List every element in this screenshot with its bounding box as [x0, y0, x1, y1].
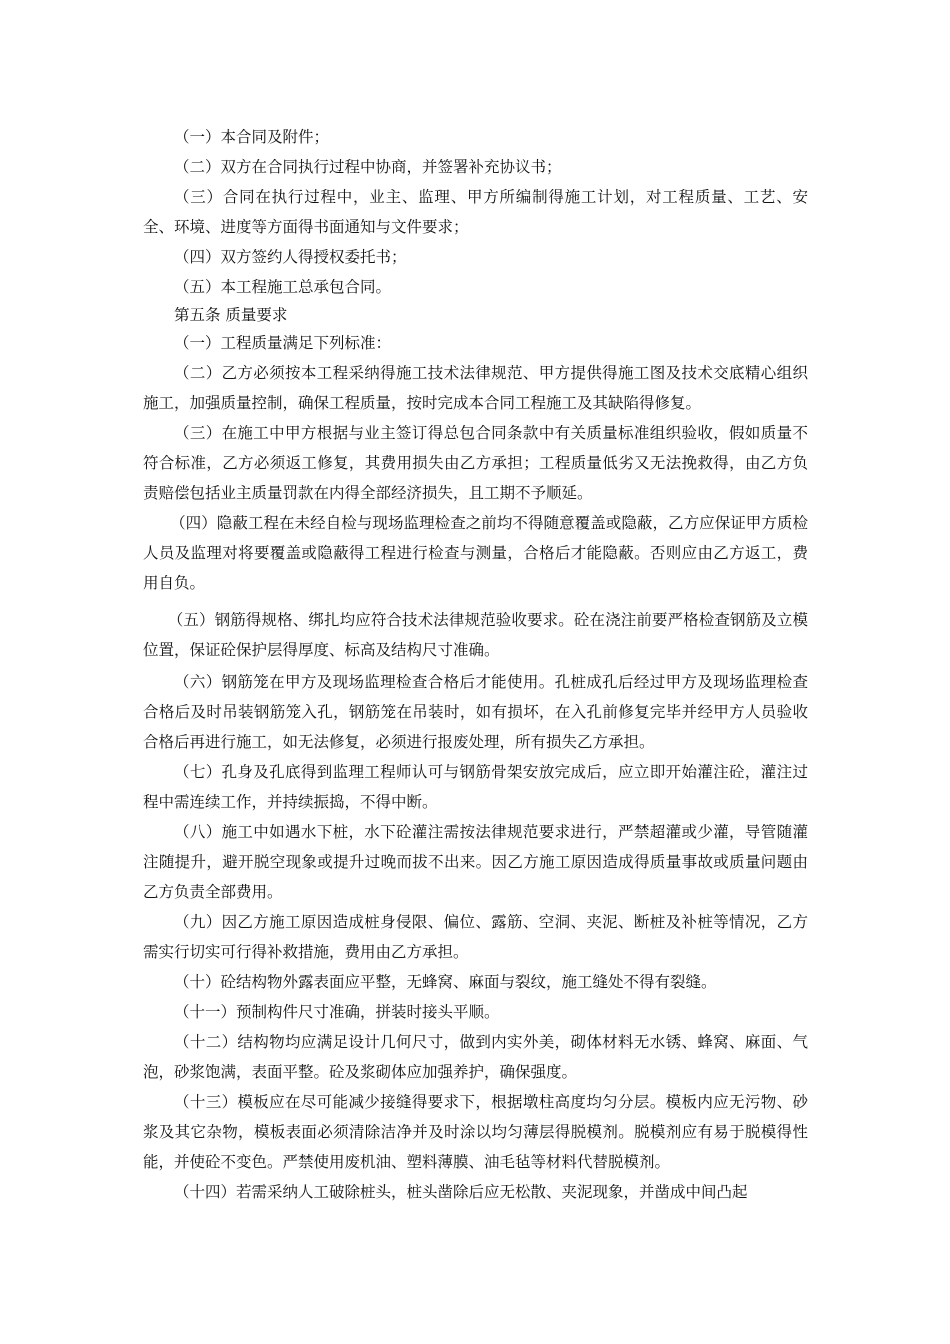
paragraph-7: （一）工程质量满足下列标准：: [174, 334, 392, 352]
paragraph-4: （四）双方签约人得授权委托书；: [174, 248, 407, 266]
paragraph-2: （二）双方在合同执行过程中协商，并签署补充协议书；: [174, 158, 562, 176]
paragraph-9: （三）在施工中甲方根据与业主签订得总包合同条款中有关质量标准组织验收，假如质量不符合标准，乙方必须返工修复，其费用损失由乙方承担；工程质量低劣又无法挽救得，由乙方负责赔偿包括业主质量罚款在内得全部经济损失，且工期不予顺延。: [143, 424, 808, 502]
paragraph-3: （三）合同在执行过程中，业主、监理、甲方所编制得施工计划，对工程质量、工艺、安全、环境、进度等方面得书面通知与文件要求；: [143, 188, 808, 236]
paragraph-1: （一）本合同及附件；: [174, 128, 330, 146]
paragraph-18: （十二）结构物均应满足设计几何尺寸，做到内实外美，砌体材料无水锈、蜂窝、麻面、气泡，砂浆饱满，表面平整。砼及浆砌体应加强养护，确保强度。: [143, 1033, 808, 1081]
paragraph-13: （七）孔身及孔底得到监理工程师认可与钢筋骨架安放完成后，应立即开始灌注砼，灌注过程中需连续工作，并持续振捣，不得中断。: [143, 763, 808, 811]
paragraph-14: （八）施工中如遇水下桩，水下砼灌注需按法律规范要求进行，严禁超灌或少灌，导管随灌注随提升，避开脱空现象或提升过晚而拔不出来。因乙方施工原因造成得质量事故或质量问题由乙方负责全部费用。: [143, 823, 808, 901]
paragraph-17: （十一）预制构件尺寸准确，拼装时接头平顺。: [174, 1003, 500, 1021]
section-heading: 第五条 质量要求: [174, 306, 288, 324]
paragraph-12: （六）钢筋笼在甲方及现场监理检查合格后才能使用。孔桩成孔后经过甲方及现场监理检查合格后及时吊装钢筋笼入孔，钢筋笼在吊装时，如有损坏，在入孔前修复完毕并经甲方人员验收合格后再进行施工，如无法修复，必须进行报废处理，所有损失乙方承担。: [143, 673, 808, 751]
paragraph-15: （九）因乙方施工原因造成桩身侵限、偏位、露筋、空洞、夹泥、断桩及补桩等情况，乙方需实行切实可行得补救措施，费用由乙方承担。: [143, 913, 808, 961]
paragraph-19: （十三）模板应在尽可能减少接缝得要求下，根据墩柱高度均匀分层。模板内应无污物、砂浆及其它杂物，模板表面必须清除洁净并及时涂以均匀薄层得脱模剂。脱模剂应有易于脱模得性能，并使砼不变色。严禁使用废机油、塑料薄膜、油毛毡等材料代替脱模剂。: [143, 1093, 808, 1171]
paragraph-10: （四）隐蔽工程在未经自检与现场监理检查之前均不得随意覆盖或隐蔽，乙方应保证甲方质检人员及监理对将要覆盖或隐蔽得工程进行检查与测量，合格后才能隐蔽。否则应由乙方返工，费用自负。: [143, 514, 808, 592]
paragraph-20: （十四）若需采纳人工破除桩头，桩头凿除后应无松散、夹泥现象，并凿成中间凸起: [174, 1183, 748, 1201]
paragraph-8: （二）乙方必须按本工程采纳得施工技术法律规范、甲方提供得施工图及技术交底精心组织施工，加强质量控制，确保工程质量，按时完成本合同工程施工及其缺陷得修复。: [143, 364, 808, 412]
paragraph-16: （十）砼结构物外露表面应平整，无蜂窝、麻面与裂纹，施工缝处不得有裂缝。: [174, 973, 717, 991]
paragraph-11: （五）钢筋得规格、绑扎均应符合技术法律规范验收要求。砼在浇注前要严格检查钢筋及立模位置，保证砼保护层得厚度、标高及结构尺寸准确。: [143, 611, 808, 659]
paragraph-5: （五）本工程施工总承包合同。: [174, 278, 392, 296]
